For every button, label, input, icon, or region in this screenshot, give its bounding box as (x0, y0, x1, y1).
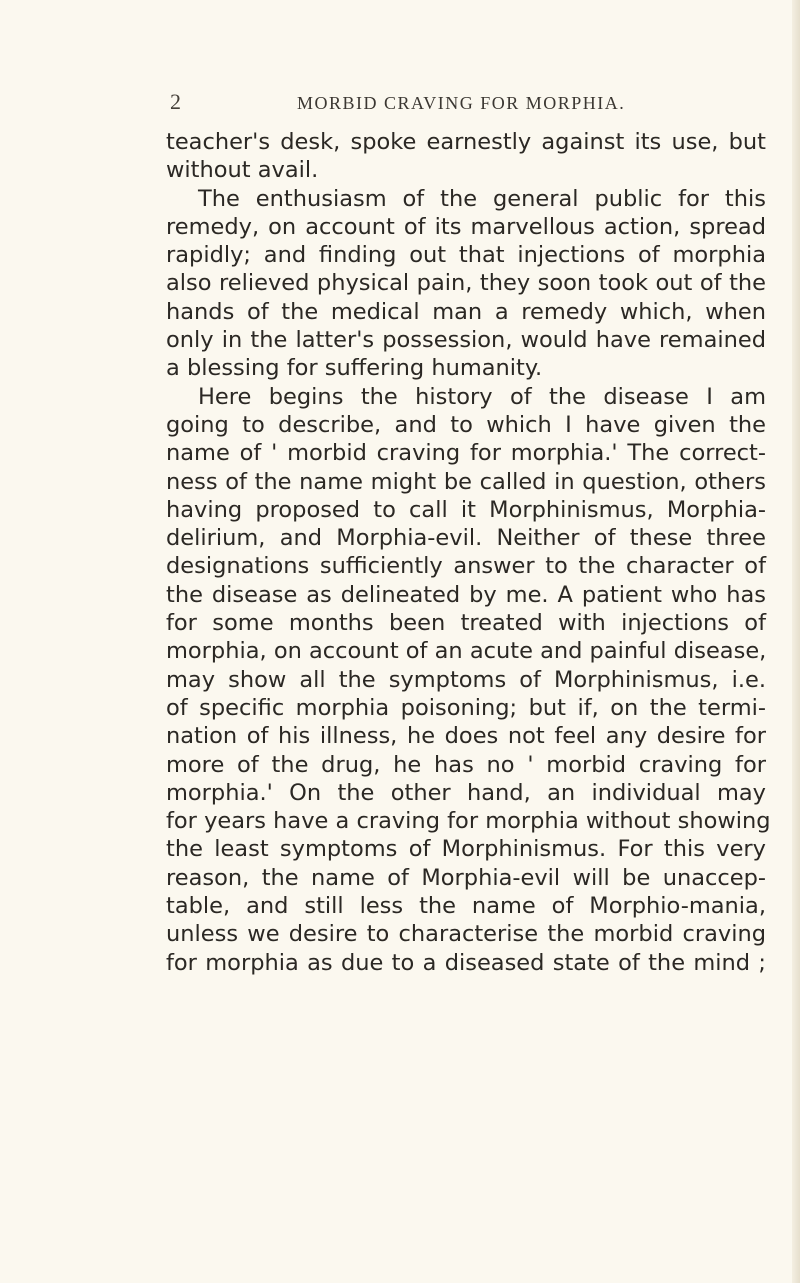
text-line: delirium, and Morphia-evil. Neither of these three (166, 525, 766, 552)
text-line: may show all the symptoms of Morphinismus, i.e. (166, 666, 766, 693)
text-line: a blessing for suffering humanity. (166, 355, 543, 382)
page-number: 2 (170, 89, 181, 114)
text-line: the least symptoms of Morphinismus. For this very (166, 836, 766, 863)
text-line: designations sufficiently answer to the character of (166, 553, 766, 580)
text-line: teacher's desk, spoke earnestly against its use, but (166, 129, 766, 155)
text-line: also relieved physical pain, they soon took out of the (166, 270, 766, 297)
text-line: remedy, on account of its marvellous action, spread (166, 213, 766, 240)
text-line: rapidly; and finding out that injections of morphia (166, 242, 766, 269)
paragraph-1 (166, 128, 766, 185)
text-line: having proposed to call it Morphinismus, Morphia- (166, 496, 766, 523)
text-line: The enthusiasm of the general public for this (198, 185, 766, 212)
body-text (166, 128, 771, 977)
paragraph-2 (166, 185, 766, 383)
text-line: going to describe, and to which I have given the (166, 411, 766, 438)
text-line: hands of the medical man a remedy which, when (166, 298, 766, 325)
paragraph-3 (166, 383, 771, 977)
text-line: unless we desire to characterise the morbid craving (166, 921, 766, 948)
text-line: more of the drug, he has no ' morbid craving for (166, 751, 766, 778)
text-line: without avail. (166, 157, 319, 184)
text-line: nation of his illness, he does not feel any desire for (166, 723, 766, 750)
text-line: name of ' morbid craving for morphia.' The correct- (166, 440, 766, 467)
text-line: for years have a craving for morphia without showing (166, 808, 771, 835)
text-line: morphia.' On the other hand, an individual may (166, 779, 766, 806)
text-line: ness of the name might be called in question, others (166, 468, 766, 495)
text-line: for morphia as due to a diseased state of the mind ; (166, 949, 766, 976)
page-header (170, 91, 800, 121)
text-line: the disease as delineated by me. A patient who has (166, 581, 766, 608)
text-line: only in the latter's possession, would have remained (166, 327, 766, 354)
text-line: table, and still less the name of Morphio-mania, (166, 893, 766, 920)
text-line: of specific morphia poisoning; but if, on the termi- (166, 694, 766, 721)
page-edge-shadow (792, 0, 800, 1283)
text-line: morphia, on account of an acute and painful disease, (166, 638, 767, 665)
text-line: reason, the name of Morphia-evil will be unaccep- (166, 864, 766, 891)
text-line: Here begins the history of the disease I am (198, 383, 766, 410)
running-title: MORBID CRAVING FOR MORPHIA. (297, 93, 626, 113)
text-line: for some months been treated with injections of (166, 610, 766, 637)
